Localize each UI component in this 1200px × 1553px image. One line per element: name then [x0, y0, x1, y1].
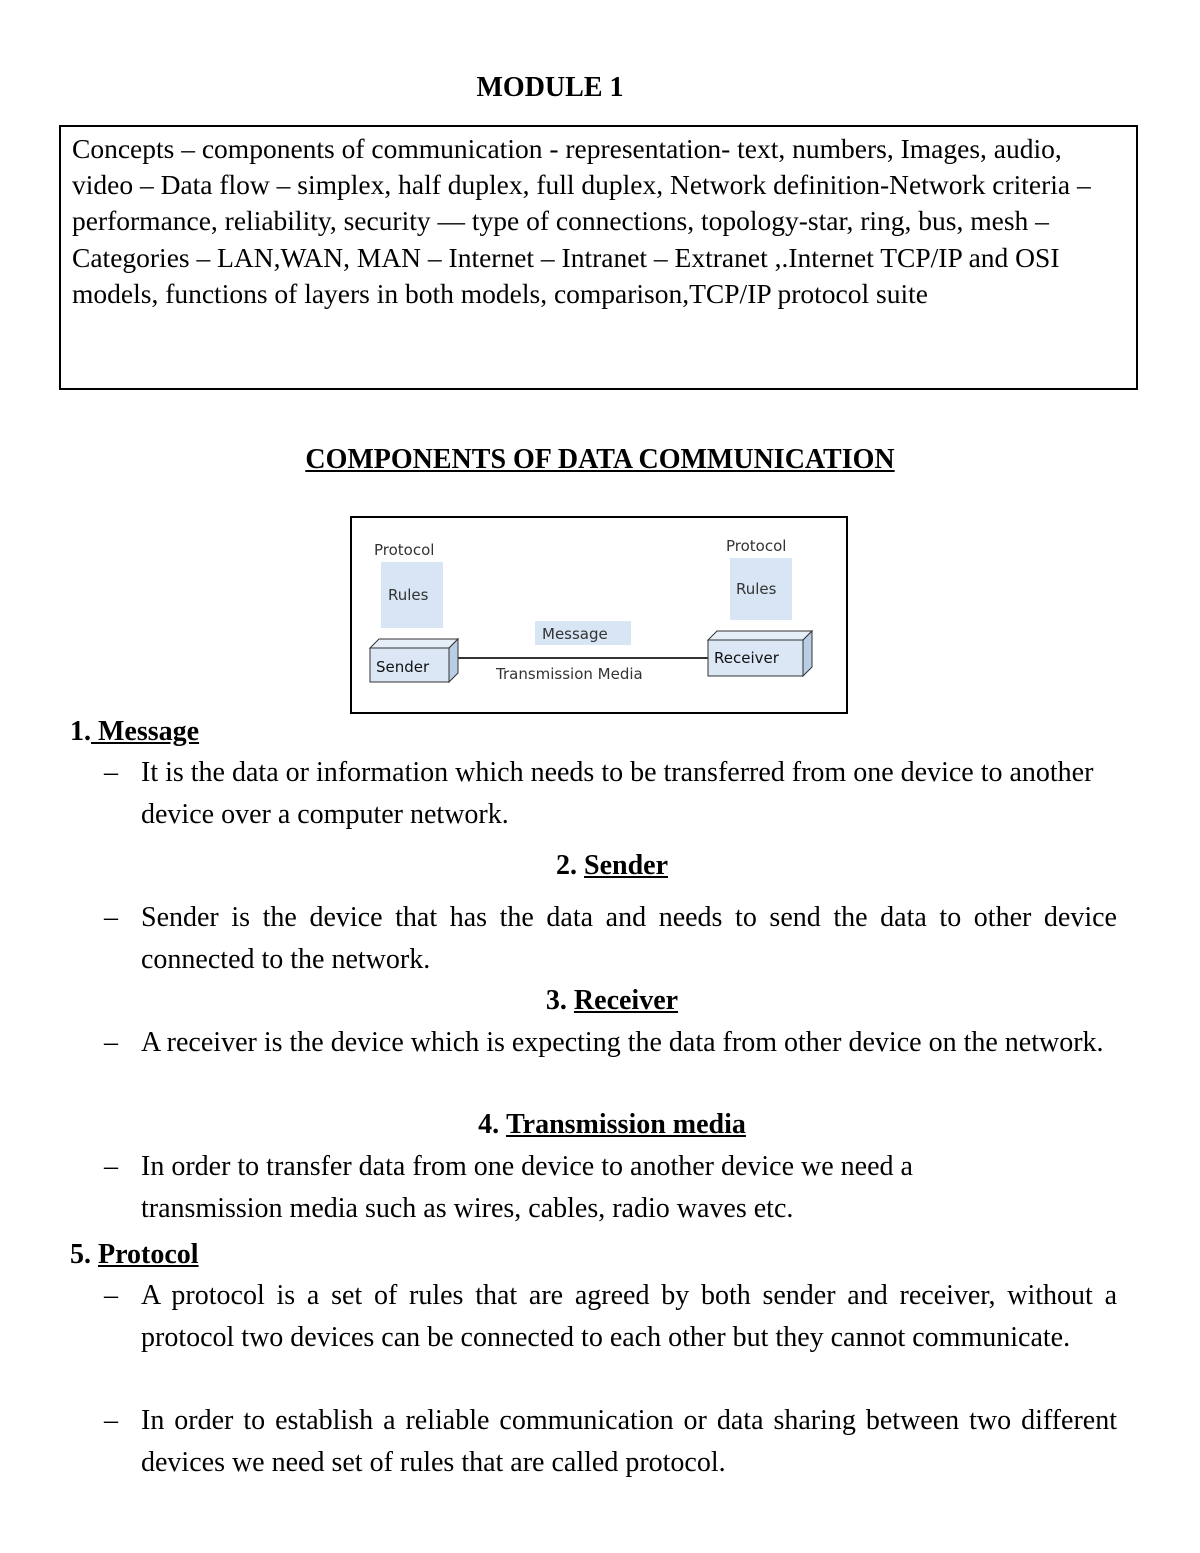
bullet-dash: – — [104, 902, 118, 933]
component-title: Transmission media — [506, 1109, 746, 1140]
component-title: Protocol — [98, 1239, 199, 1270]
protocol-left-label: Protocol — [374, 541, 435, 559]
module-title: MODULE 1 — [476, 72, 624, 103]
message-label: Message — [542, 625, 608, 643]
component-number: 5. — [70, 1239, 91, 1270]
bullet-dash: – — [104, 1027, 118, 1058]
component-title: Receiver — [573, 985, 679, 1016]
component-heading-sender — [0, 850, 1200, 882]
syllabus-box — [59, 125, 1138, 390]
component-number: 1. — [70, 716, 91, 747]
bullet-dash: – — [104, 1280, 118, 1311]
diagram-svg — [352, 518, 846, 712]
rules-right-label: Rules — [736, 580, 777, 598]
receiver-label: Receiver — [714, 649, 779, 667]
communication-diagram — [350, 516, 848, 714]
section-title: COMPONENTS OF DATA COMMUNICATION — [305, 444, 895, 475]
component-description: Sender is the device that has the data and needs to send the data to other device connected to the network. — [141, 902, 1117, 975]
component-description: In order to transfer data from one device to another device we need a transmission media such as wires, cables, radio waves etc. — [141, 1151, 913, 1224]
component-title: Sender — [584, 850, 668, 881]
component-description: In order to establish a reliable communication or data sharing between two different devices we need set of rules that are called protocol. — [141, 1405, 1117, 1478]
component-number: 4. — [478, 1109, 500, 1140]
component-description: A receiver is the device which is expecting the data from other device on the network. — [141, 1027, 1104, 1058]
component-title: Message — [98, 716, 200, 747]
component-description: It is the data or information which needs to be transferred from one device to another device over a computer network. — [141, 757, 1094, 830]
component-heading-protocol — [70, 1239, 199, 1271]
rules-left-label: Rules — [388, 586, 429, 604]
component-number: 2. — [556, 850, 577, 881]
syllabus-text: Concepts – components of communication - representation- text, numbers, Images, audio, video – Data flow – simplex, half duplex, full duplex, Network definition-Network criteria – performance, reliability, security — type of connections, topology-star, ring, bus, mesh – Categories – LAN,WAN, MAN – Internet – Intranet – Extranet ,.Internet TCP/IP and OSI models, functions of layers in both models, comparison,TCP/IP protocol suite — [72, 133, 1091, 309]
protocol-right-label: Protocol — [726, 537, 787, 555]
bullet-dash: – — [104, 757, 118, 788]
component-heading-receiver — [0, 985, 1200, 1017]
component-heading-transmission-media — [0, 1109, 1200, 1141]
component-description: A protocol is a set of rules that are agreed by both sender and receiver, without a protocol two devices can be connected to each other but they cannot communicate. — [141, 1280, 1117, 1353]
bullet-dash: – — [104, 1151, 118, 1182]
media-label: Transmission Media — [496, 665, 643, 683]
bullet-dash: – — [104, 1405, 118, 1436]
component-number: 3. — [545, 985, 567, 1016]
component-heading-message — [70, 716, 199, 748]
sender-label: Sender — [376, 658, 430, 676]
